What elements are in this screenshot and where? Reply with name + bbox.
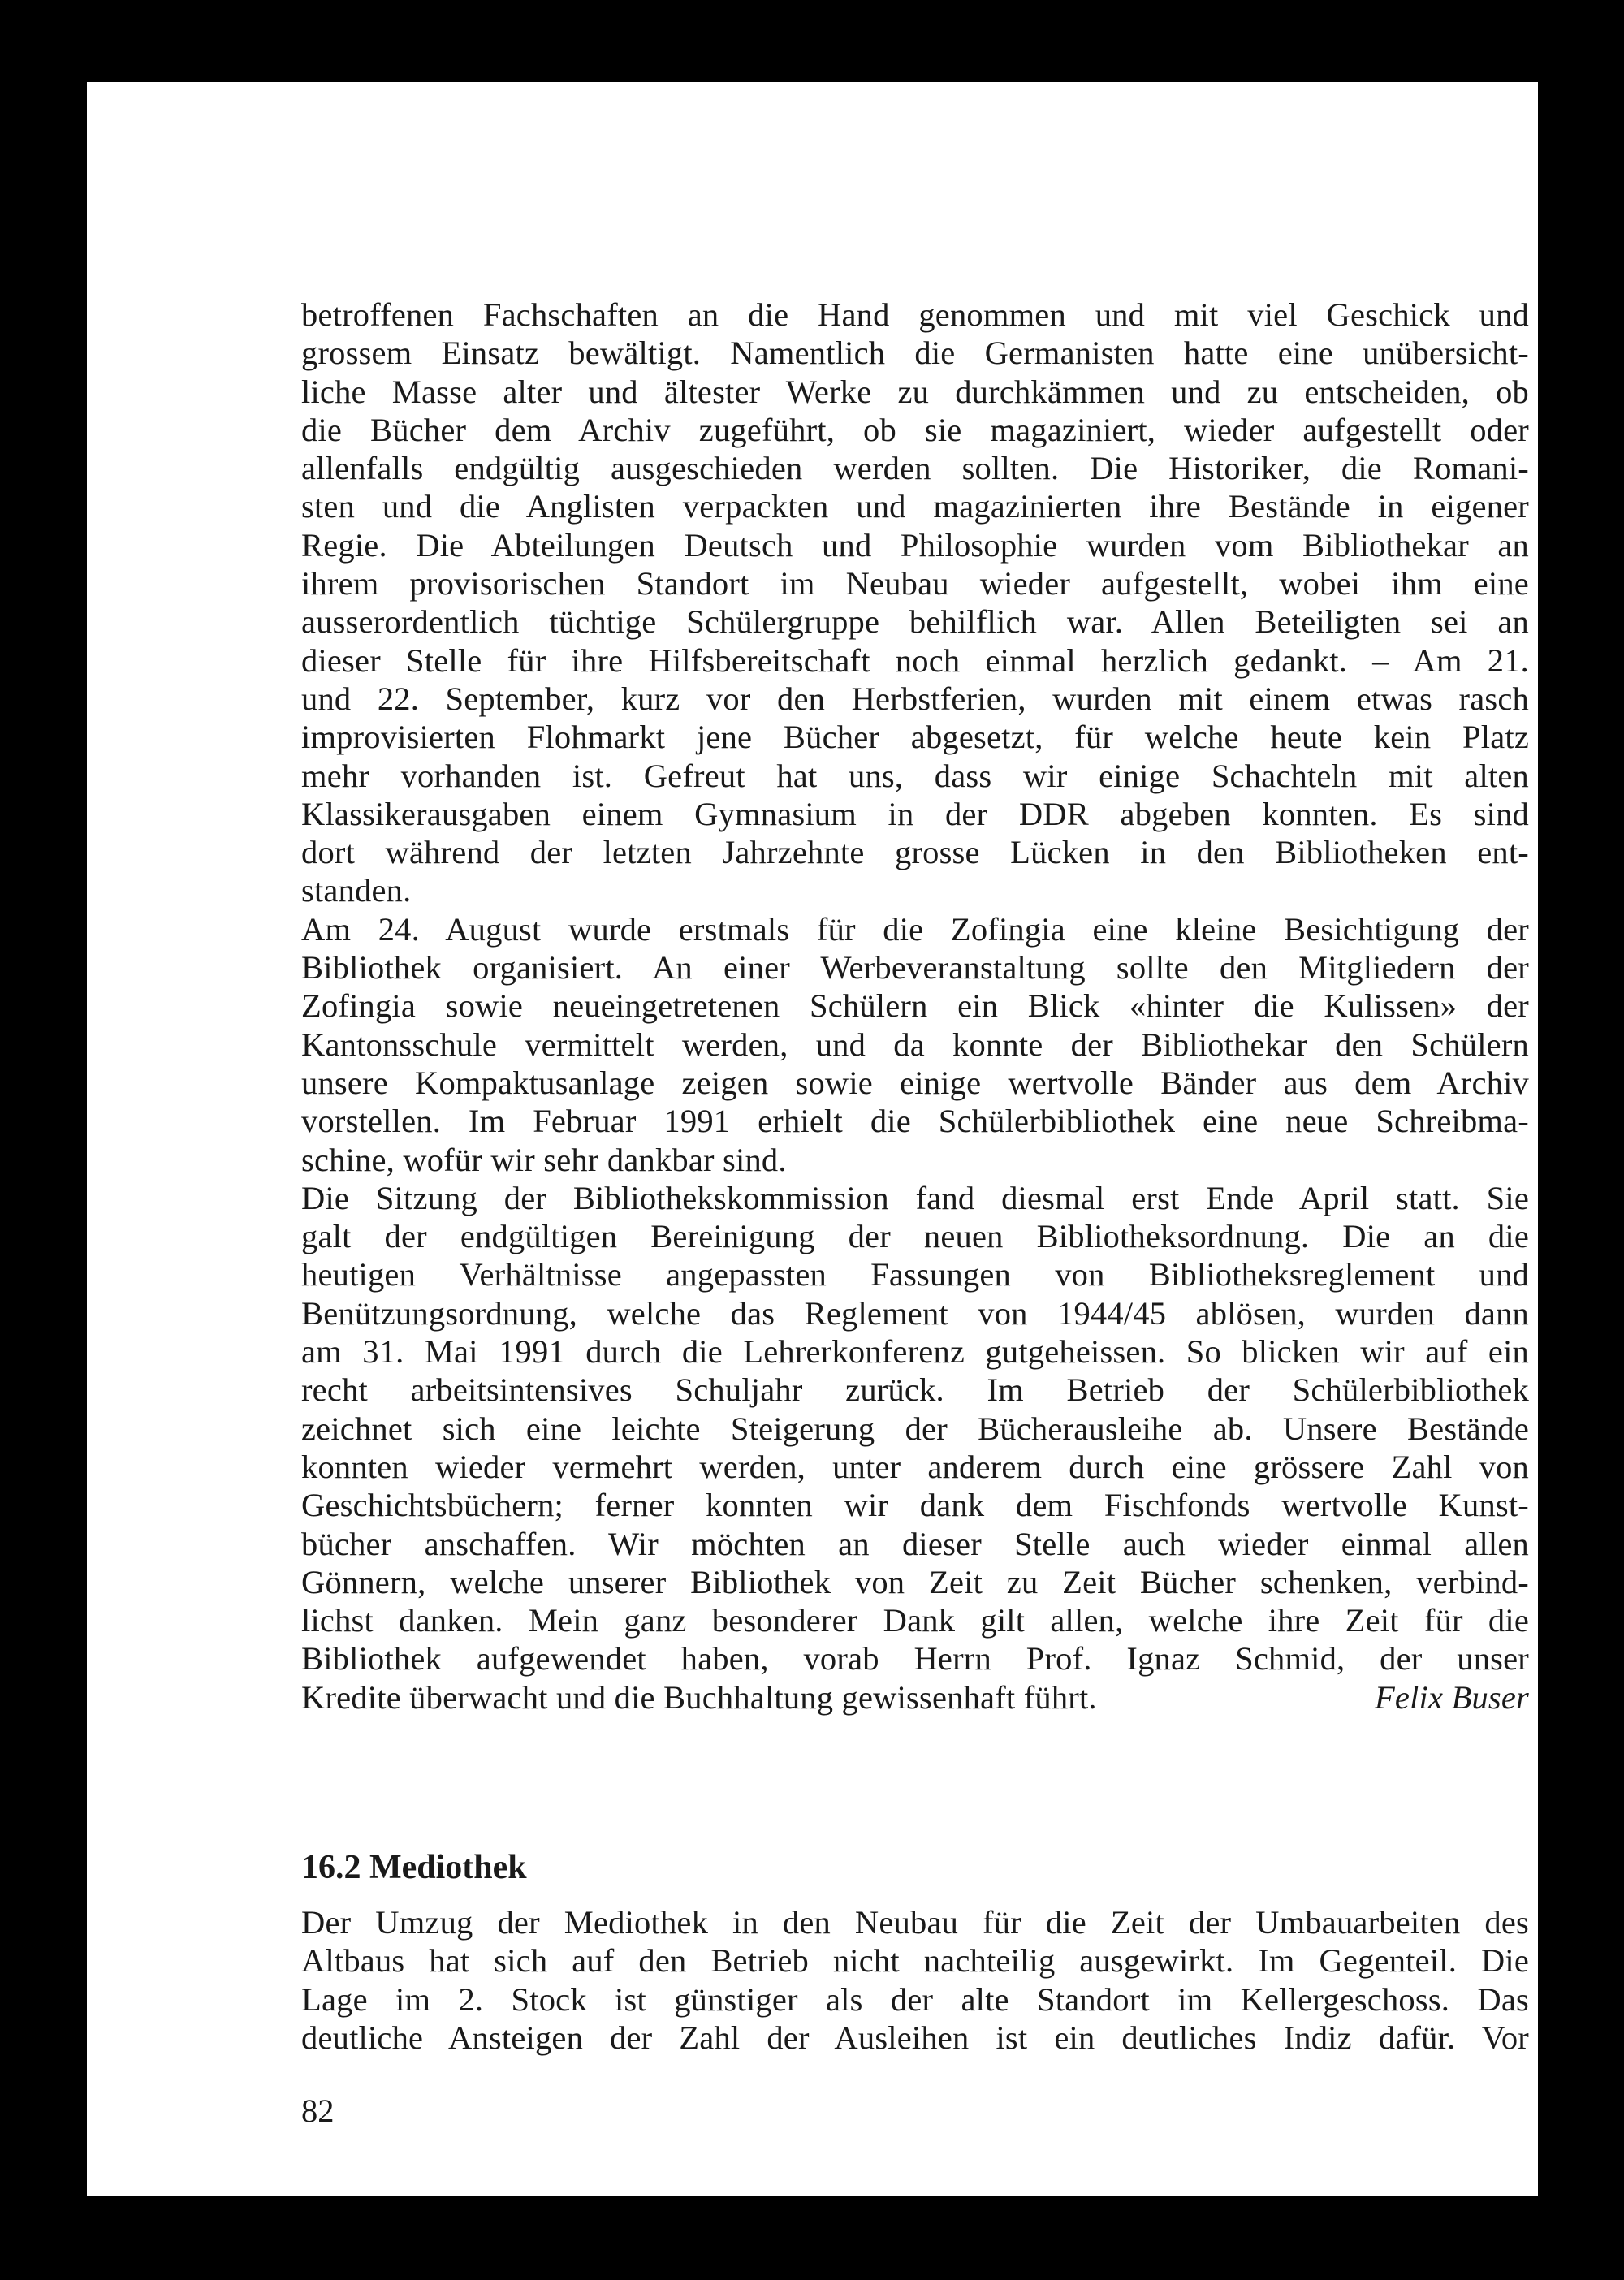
text-line: dort während der letzten Jahrzehnte grosse Lücken in den Bibliotheken ent- [301,834,1529,871]
text-line: liche Masse alter und ältester Werke zu durchkämmen und zu entscheiden, ob [301,373,1529,410]
text-line: allenfalls endgültig ausgeschieden werden sollten. Die Historiker, die Romani- [301,450,1529,487]
text-line: Lage im 2. Stock ist günstiger als der alte Standort im Kellergeschoss. Das [301,1980,1529,2018]
page-number: 82 [301,2092,335,2129]
text-line: Kantonsschule vermittelt werden, und da konnte der Bibliothekar den Schülern [301,1026,1529,1063]
text-line: vorstellen. Im Februar 1991 erhielt die Schülerbibliothek eine neue Schreibma- [301,1103,1529,1140]
text-line: improvisierten Flohmarkt jene Bücher abgesetzt, für welche heute kein Platz [301,719,1529,756]
text-line: Am 24. August wurde erstmals für die Zofingia eine kleine Besichtigung der [301,910,1529,948]
text-line: zeichnet sich eine leichte Steigerung der Bücherausleihe ab. Unsere Bestände [301,1410,1529,1447]
text-line: schine, wofür wir sehr dankbar sind. [301,1141,787,1178]
text-line: am 31. Mai 1991 durch die Lehrerkonferenz gutgeheissen. So blicken wir auf ein [301,1333,1529,1371]
text-line: ihrem provisorischen Standort im Neubau wieder aufgestellt, wobei ihm eine [301,565,1529,602]
text-line: und 22. September, kurz vor den Herbstferien, wurden mit einem etwas rasch [301,680,1529,717]
text-line: Zofingia sowie neueingetretenen Schülern ein Blick «hinter die Kulissen» der [301,987,1529,1025]
text-line: mehr vorhanden ist. Gefreut hat uns, dass wir einige Schachteln mit alten [301,757,1529,794]
page [87,82,1538,2196]
text-line: Bibliothek organisiert. An einer Werbeveranstaltung sollte den Mitgliedern der [301,949,1529,987]
text-line: Bibliothek aufgewendet haben, vorab Herrn Prof. Ignaz Schmid, der unser [301,1640,1529,1678]
text-line: lichst danken. Mein ganz besonderer Dank gilt allen, welche ihre Zeit für die [301,1602,1529,1639]
text-line: heutigen Verhältnisse angepassten Fassungen von Bibliotheksreglement und [301,1256,1529,1293]
text-line: sten und die Anglisten verpackten und magazinierten ihre Bestände in eigener [301,488,1529,525]
text-line: betroffenen Fachschaften an die Hand genommen und mit viel Geschick und [301,296,1529,333]
mediothek-text [301,1903,1529,2057]
body-text [301,296,1529,1716]
text-line: unsere Kompaktusanlage zeigen sowie einige wertvolle Bänder aus dem Archiv [301,1064,1529,1101]
section-heading: 16.2 Mediothek [301,1849,527,1886]
text-line: galt der endgültigen Bereinigung der neuen Bibliotheksordnung. Die an die [301,1218,1529,1255]
text-line: bücher anschaffen. Wir möchten an dieser Stelle auch wieder einmal allen [301,1525,1529,1562]
text-line: Altbaus hat sich auf den Betrieb nicht nachteilig ausgewirkt. Im Gegenteil. Die [301,1942,1529,1980]
text-line: die Bücher dem Archiv zugeführt, ob sie magaziniert, wieder aufgestellt oder [301,411,1529,448]
text-line: recht arbeitsintensives Schuljahr zurück. Im Betrieb der Schülerbibliothek [301,1371,1529,1409]
text-line: Benützungsordnung, welche das Reglement von 1944/45 ablösen, wurden dann [301,1294,1529,1332]
text-line: konnten wieder vermehrt werden, unter anderem durch eine grössere Zahl von [301,1448,1529,1485]
text-line: Gönnern, welche unserer Bibliothek von Zeit zu Zeit Bücher schenken, verbind- [301,1563,1529,1600]
text-line: standen. [301,872,412,909]
text-line: deutliche Ansteigen der Zahl der Ausleihen ist ein deutliches Indiz dafür. Vor [301,2019,1529,2056]
closing-text: Kredite überwacht und die Buchhaltung gewissenhaft führt. [301,1678,1097,1716]
text-line: Die Sitzung der Bibliothekskommission fand diesmal erst Ende April statt. Sie [301,1179,1529,1216]
author-signature: Felix Buser [1374,1678,1529,1716]
text-line: ausserordentlich tüchtige Schülergruppe behilflich war. Allen Beteiligten sei an [301,603,1529,641]
text-line: Regie. Die Abteilungen Deutsch und Philosophie wurden vom Bibliothekar an [301,526,1529,564]
signature-line [301,1678,1529,1716]
text-line: grossem Einsatz bewältigt. Namentlich die Germanisten hatte eine unübersicht- [301,335,1529,372]
text-line: Geschichtsbüchern; ferner konnten wir dank dem Fischfonds wertvolle Kunst- [301,1487,1529,1524]
text-line: Klassikerausgaben einem Gymnasium in der DDR abgeben konnten. Es sind [301,795,1529,832]
text-line: dieser Stelle für ihre Hilfsbereitschaft noch einmal herzlich gedankt. – Am 21. [301,641,1529,679]
text-line: Der Umzug der Mediothek in den Neubau für die Zeit der Umbauarbeiten des [301,1904,1529,1941]
